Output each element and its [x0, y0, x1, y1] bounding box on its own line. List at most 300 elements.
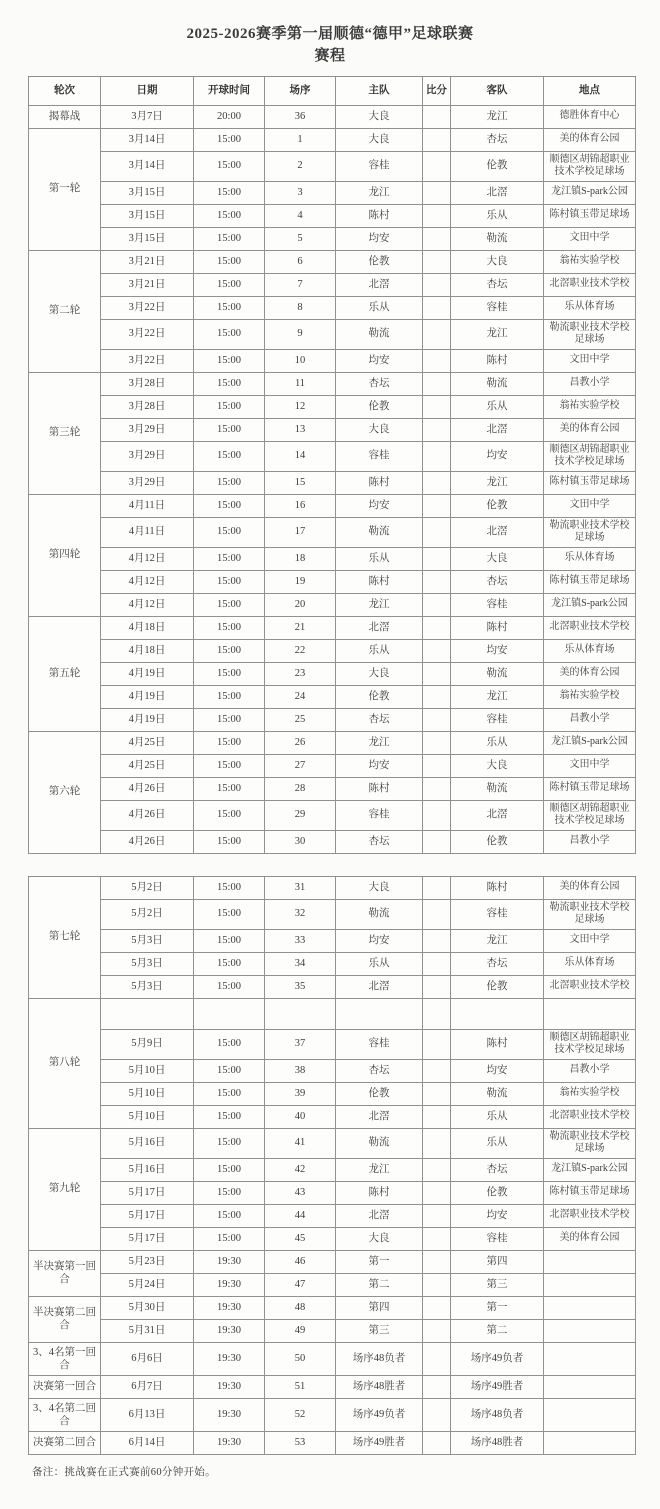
cell-match-no: 33	[265, 929, 336, 952]
cell-away-team: 场序49胜者	[451, 1375, 544, 1398]
match-row	[29, 250, 636, 273]
cell-away-team: 杏坛	[451, 273, 544, 296]
cell-home-team: 陈村	[336, 471, 423, 494]
match-row	[29, 273, 636, 296]
cell-score	[423, 754, 451, 777]
column-header-3: 场序	[265, 76, 336, 105]
cell-date: 3月7日	[101, 105, 194, 128]
cell-away-team	[451, 998, 544, 1029]
cell-score	[423, 1029, 451, 1059]
round-label: 揭幕战	[29, 105, 101, 128]
cell-away-team: 乐从	[451, 1105, 544, 1128]
match-row	[29, 1342, 636, 1375]
cell-kickoff-time: 15:00	[194, 1227, 265, 1250]
cell-venue: 翁祐实验学校	[544, 1082, 636, 1105]
column-header-5: 比分	[423, 76, 451, 105]
cell-away-team: 第二	[451, 1319, 544, 1342]
cell-score	[423, 372, 451, 395]
cell-match-no: 28	[265, 777, 336, 800]
cell-venue: 北滘职业技术学校	[544, 616, 636, 639]
cell-venue: 龙江镇S-park公园	[544, 1158, 636, 1181]
cell-venue: 乐从体育场	[544, 639, 636, 662]
cell-date: 5月3日	[101, 929, 194, 952]
cell-home-team: 场序49胜者	[336, 1432, 423, 1455]
cell-date: 3月29日	[101, 441, 194, 471]
cell-away-team: 容桂	[451, 708, 544, 731]
cell-away-team: 大良	[451, 250, 544, 273]
cell-match-no: 14	[265, 441, 336, 471]
cell-kickoff-time: 15:00	[194, 547, 265, 570]
cell-date: 5月3日	[101, 952, 194, 975]
cell-score	[423, 441, 451, 471]
cell-match-no: 42	[265, 1158, 336, 1181]
cell-venue: 美的体育公园	[544, 128, 636, 151]
cell-date: 4月26日	[101, 777, 194, 800]
cell-away-team: 乐从	[451, 731, 544, 754]
cell-score	[423, 1398, 451, 1431]
cell-kickoff-time: 15:00	[194, 929, 265, 952]
cell-venue: 北滘职业技术学校	[544, 975, 636, 998]
cell-venue: 德胜体育中心	[544, 105, 636, 128]
cell-away-team: 均安	[451, 1204, 544, 1227]
cell-away-team: 龙江	[451, 319, 544, 349]
match-row	[29, 296, 636, 319]
cell-away-team: 第三	[451, 1273, 544, 1296]
cell-venue	[544, 1342, 636, 1375]
cell-score	[423, 1342, 451, 1375]
cell-venue	[544, 1250, 636, 1273]
cell-score	[423, 952, 451, 975]
cell-date: 3月15日	[101, 227, 194, 250]
cell-score	[423, 708, 451, 731]
cell-match-no: 41	[265, 1128, 336, 1158]
match-row	[29, 708, 636, 731]
cell-match-no: 23	[265, 662, 336, 685]
cell-kickoff-time: 19:30	[194, 1319, 265, 1342]
cell-home-team: 乐从	[336, 296, 423, 319]
match-row	[29, 929, 636, 952]
match-row	[29, 731, 636, 754]
cell-kickoff-time: 15:00	[194, 975, 265, 998]
cell-date: 3月15日	[101, 181, 194, 204]
cell-score	[423, 1227, 451, 1250]
cell-venue: 文田中学	[544, 494, 636, 517]
cell-date: 3月22日	[101, 349, 194, 372]
cell-match-no: 35	[265, 975, 336, 998]
cell-home-team: 均安	[336, 349, 423, 372]
cell-date: 4月12日	[101, 593, 194, 616]
cell-match-no: 31	[265, 876, 336, 899]
round-label: 半决赛第二回合	[29, 1296, 101, 1342]
cell-score	[423, 1105, 451, 1128]
cell-date: 4月19日	[101, 708, 194, 731]
cell-home-team: 勒流	[336, 899, 423, 929]
cell-score	[423, 395, 451, 418]
cell-away-team: 容桂	[451, 899, 544, 929]
match-row	[29, 1319, 636, 1342]
cell-score	[423, 731, 451, 754]
cell-kickoff-time: 15:00	[194, 441, 265, 471]
match-row	[29, 1296, 636, 1319]
cell-home-team: 容桂	[336, 1029, 423, 1059]
cell-away-team: 第四	[451, 1250, 544, 1273]
cell-kickoff-time: 15:00	[194, 250, 265, 273]
cell-venue	[544, 1319, 636, 1342]
cell-match-no: 52	[265, 1398, 336, 1431]
cell-home-team: 容桂	[336, 151, 423, 181]
cell-away-team: 北滘	[451, 517, 544, 547]
cell-score	[423, 1319, 451, 1342]
cell-kickoff-time: 15:00	[194, 876, 265, 899]
cell-venue: 文田中学	[544, 227, 636, 250]
cell-score	[423, 1250, 451, 1273]
cell-home-team: 勒流	[336, 319, 423, 349]
match-row	[29, 418, 636, 441]
cell-venue	[544, 1375, 636, 1398]
cell-score	[423, 319, 451, 349]
cell-date: 5月17日	[101, 1181, 194, 1204]
cell-date: 3月21日	[101, 250, 194, 273]
cell-kickoff-time: 15:00	[194, 800, 265, 830]
header-row	[29, 76, 636, 105]
cell-score	[423, 1059, 451, 1082]
cell-score	[423, 876, 451, 899]
cell-score	[423, 517, 451, 547]
cell-score	[423, 227, 451, 250]
cell-date: 4月18日	[101, 616, 194, 639]
cell-home-team: 杏坛	[336, 708, 423, 731]
cell-match-no: 48	[265, 1296, 336, 1319]
cell-match-no: 20	[265, 593, 336, 616]
cell-away-team: 勒流	[451, 777, 544, 800]
cell-home-team: 乐从	[336, 639, 423, 662]
cell-kickoff-time: 15:00	[194, 296, 265, 319]
round-label: 3、4名第一回合	[29, 1342, 101, 1375]
cell-kickoff-time: 19:30	[194, 1432, 265, 1455]
round-label: 第六轮	[29, 731, 101, 853]
cell-venue: 龙江镇S-park公园	[544, 593, 636, 616]
cell-home-team: 勒流	[336, 1128, 423, 1158]
cell-date: 4月26日	[101, 830, 194, 853]
page-title	[0, 24, 660, 68]
cell-kickoff-time: 15:00	[194, 685, 265, 708]
cell-away-team: 伦教	[451, 494, 544, 517]
cell-match-no: 40	[265, 1105, 336, 1128]
cell-kickoff-time: 15:00	[194, 899, 265, 929]
cell-match-no: 3	[265, 181, 336, 204]
cell-venue: 陈村镇玉带足球场	[544, 570, 636, 593]
cell-away-team: 伦教	[451, 975, 544, 998]
cell-match-no: 26	[265, 731, 336, 754]
cell-date: 3月15日	[101, 204, 194, 227]
cell-home-team: 陈村	[336, 570, 423, 593]
match-row	[29, 975, 636, 998]
schedule-table-rounds-1-6	[28, 76, 636, 854]
column-header-1: 日期	[101, 76, 194, 105]
cell-venue: 陈村镇玉带足球场	[544, 471, 636, 494]
match-row	[29, 899, 636, 929]
cell-date	[101, 998, 194, 1029]
cell-match-no: 8	[265, 296, 336, 319]
cell-match-no: 12	[265, 395, 336, 418]
cell-match-no: 50	[265, 1342, 336, 1375]
cell-venue: 翁祐实验学校	[544, 250, 636, 273]
cell-score	[423, 998, 451, 1029]
cell-kickoff-time: 15:00	[194, 731, 265, 754]
column-header-7: 地点	[544, 76, 636, 105]
cell-home-team: 北滘	[336, 273, 423, 296]
cell-away-team: 伦教	[451, 151, 544, 181]
cell-home-team: 伦教	[336, 685, 423, 708]
cell-score	[423, 800, 451, 830]
match-row	[29, 1273, 636, 1296]
cell-venue: 勒流职业技术学校足球场	[544, 1128, 636, 1158]
cell-score	[423, 1204, 451, 1227]
cell-date: 3月14日	[101, 128, 194, 151]
cell-match-no: 46	[265, 1250, 336, 1273]
cell-date: 3月22日	[101, 296, 194, 319]
cell-match-no: 32	[265, 899, 336, 929]
match-row	[29, 319, 636, 349]
title-line-2: 赛程	[314, 47, 346, 64]
cell-match-no: 17	[265, 517, 336, 547]
column-header-0: 轮次	[29, 76, 101, 105]
cell-venue: 乐从体育场	[544, 952, 636, 975]
cell-match-no: 10	[265, 349, 336, 372]
match-row	[29, 1250, 636, 1273]
match-row	[29, 372, 636, 395]
cell-kickoff-time: 15:00	[194, 494, 265, 517]
cell-kickoff-time: 15:00	[194, 471, 265, 494]
cell-away-team: 场序49负者	[451, 1342, 544, 1375]
cell-date: 6月6日	[101, 1342, 194, 1375]
cell-kickoff-time: 15:00	[194, 395, 265, 418]
cell-date: 4月18日	[101, 639, 194, 662]
match-row	[29, 754, 636, 777]
round-label: 第三轮	[29, 372, 101, 494]
cell-venue: 顺德区胡锦超职业技术学校足球场	[544, 441, 636, 471]
cell-score	[423, 616, 451, 639]
cell-home-team: 均安	[336, 494, 423, 517]
cell-venue: 美的体育公园	[544, 418, 636, 441]
cell-match-no: 39	[265, 1082, 336, 1105]
cell-score	[423, 547, 451, 570]
match-row	[29, 876, 636, 899]
cell-away-team: 伦教	[451, 830, 544, 853]
cell-date: 5月3日	[101, 975, 194, 998]
cell-date: 3月29日	[101, 418, 194, 441]
cell-match-no	[265, 998, 336, 1029]
schedule-table-rounds-7-finals	[28, 876, 636, 1456]
cell-venue: 北滘职业技术学校	[544, 1105, 636, 1128]
title-line-1: 2025-2026赛季第一届顺德“德甲”足球联赛	[186, 26, 474, 42]
cell-home-team: 均安	[336, 929, 423, 952]
cell-home-team: 龙江	[336, 181, 423, 204]
cell-venue: 顺德区胡锦超职业技术学校足球场	[544, 151, 636, 181]
cell-match-no: 30	[265, 830, 336, 853]
cell-date: 4月11日	[101, 494, 194, 517]
cell-date: 5月10日	[101, 1082, 194, 1105]
cell-score	[423, 128, 451, 151]
cell-score	[423, 570, 451, 593]
cell-away-team: 大良	[451, 547, 544, 570]
cell-date: 5月17日	[101, 1227, 194, 1250]
cell-date: 4月19日	[101, 685, 194, 708]
cell-venue: 乐从体育场	[544, 547, 636, 570]
round-label: 第五轮	[29, 616, 101, 731]
cell-kickoff-time: 15:00	[194, 616, 265, 639]
cell-match-no: 44	[265, 1204, 336, 1227]
cell-match-no: 6	[265, 250, 336, 273]
cell-away-team: 陈村	[451, 1029, 544, 1059]
match-row	[29, 227, 636, 250]
round-label: 半决赛第一回合	[29, 1250, 101, 1296]
cell-match-no: 19	[265, 570, 336, 593]
cell-venue: 昌教小学	[544, 372, 636, 395]
cell-away-team: 容桂	[451, 296, 544, 319]
cell-date: 4月12日	[101, 570, 194, 593]
cell-kickoff-time: 15:00	[194, 151, 265, 181]
cell-date: 4月25日	[101, 754, 194, 777]
cell-date: 5月17日	[101, 1204, 194, 1227]
cell-venue	[544, 1398, 636, 1431]
cell-score	[423, 639, 451, 662]
cell-date: 3月28日	[101, 395, 194, 418]
cell-kickoff-time: 15:00	[194, 570, 265, 593]
cell-home-team: 伦教	[336, 395, 423, 418]
cell-venue: 美的体育公园	[544, 876, 636, 899]
cell-kickoff-time: 15:00	[194, 662, 265, 685]
cell-score	[423, 929, 451, 952]
cell-home-team: 均安	[336, 754, 423, 777]
cell-match-no: 15	[265, 471, 336, 494]
cell-date: 4月25日	[101, 731, 194, 754]
cell-away-team: 乐从	[451, 204, 544, 227]
cell-home-team: 陈村	[336, 777, 423, 800]
cell-score	[423, 830, 451, 853]
cell-away-team: 伦教	[451, 1181, 544, 1204]
cell-away-team: 龙江	[451, 105, 544, 128]
cell-venue: 北滘职业技术学校	[544, 273, 636, 296]
cell-away-team: 陈村	[451, 876, 544, 899]
cell-date: 5月10日	[101, 1059, 194, 1082]
match-row	[29, 349, 636, 372]
cell-kickoff-time	[194, 998, 265, 1029]
match-row	[29, 151, 636, 181]
cell-date: 4月12日	[101, 547, 194, 570]
cell-home-team: 北滘	[336, 616, 423, 639]
match-row	[29, 471, 636, 494]
match-row	[29, 800, 636, 830]
cell-score	[423, 899, 451, 929]
cell-date: 5月2日	[101, 876, 194, 899]
cell-score	[423, 250, 451, 273]
cell-kickoff-time: 15:00	[194, 349, 265, 372]
cell-date: 3月14日	[101, 151, 194, 181]
cell-venue: 勒流职业技术学校足球场	[544, 517, 636, 547]
cell-date: 3月29日	[101, 471, 194, 494]
cell-venue: 北滘职业技术学校	[544, 1204, 636, 1227]
cell-venue: 昌教小学	[544, 708, 636, 731]
cell-venue: 龙江镇S-park公园	[544, 731, 636, 754]
cell-kickoff-time: 15:00	[194, 777, 265, 800]
cell-match-no: 13	[265, 418, 336, 441]
cell-match-no: 34	[265, 952, 336, 975]
cell-away-team: 场序48负者	[451, 1398, 544, 1431]
cell-score	[423, 1296, 451, 1319]
cell-away-team: 北滘	[451, 418, 544, 441]
cell-away-team: 均安	[451, 441, 544, 471]
cell-kickoff-time: 15:00	[194, 1181, 265, 1204]
match-row	[29, 1105, 636, 1128]
cell-date: 5月16日	[101, 1128, 194, 1158]
cell-date: 5月31日	[101, 1319, 194, 1342]
cell-kickoff-time: 15:00	[194, 128, 265, 151]
cell-match-no: 18	[265, 547, 336, 570]
cell-away-team: 杏坛	[451, 128, 544, 151]
cell-home-team: 杏坛	[336, 1059, 423, 1082]
cell-venue: 美的体育公园	[544, 1227, 636, 1250]
cell-home-team: 第三	[336, 1319, 423, 1342]
cell-venue: 陈村镇玉带足球场	[544, 777, 636, 800]
cell-kickoff-time: 15:00	[194, 1128, 265, 1158]
cell-away-team: 容桂	[451, 593, 544, 616]
cell-away-team: 陈村	[451, 349, 544, 372]
round-label: 3、4名第二回合	[29, 1398, 101, 1431]
cell-away-team: 龙江	[451, 685, 544, 708]
cell-date: 4月11日	[101, 517, 194, 547]
match-row	[29, 204, 636, 227]
cell-home-team: 大良	[336, 128, 423, 151]
cell-home-team: 陈村	[336, 204, 423, 227]
cell-score	[423, 662, 451, 685]
match-row	[29, 830, 636, 853]
cell-match-no: 2	[265, 151, 336, 181]
cell-home-team: 陈村	[336, 1181, 423, 1204]
cell-date: 5月16日	[101, 1158, 194, 1181]
cell-match-no: 45	[265, 1227, 336, 1250]
cell-away-team: 大良	[451, 754, 544, 777]
cell-score	[423, 685, 451, 708]
cell-home-team: 伦教	[336, 1082, 423, 1105]
cell-home-team: 容桂	[336, 800, 423, 830]
cell-match-no: 36	[265, 105, 336, 128]
cell-match-no: 16	[265, 494, 336, 517]
cell-venue: 昌教小学	[544, 1059, 636, 1082]
cell-venue: 勒流职业技术学校足球场	[544, 899, 636, 929]
cell-match-no: 11	[265, 372, 336, 395]
cell-home-team: 容桂	[336, 441, 423, 471]
cell-kickoff-time: 15:00	[194, 517, 265, 547]
cell-home-team: 大良	[336, 876, 423, 899]
match-row	[29, 1158, 636, 1181]
cell-venue: 龙江镇S-park公园	[544, 181, 636, 204]
cell-away-team: 龙江	[451, 929, 544, 952]
match-row	[29, 517, 636, 547]
cell-match-no: 22	[265, 639, 336, 662]
cell-score	[423, 1082, 451, 1105]
cell-away-team: 北滘	[451, 181, 544, 204]
match-row	[29, 441, 636, 471]
cell-date: 5月30日	[101, 1296, 194, 1319]
match-row	[29, 1398, 636, 1431]
cell-kickoff-time: 15:00	[194, 1158, 265, 1181]
match-row	[29, 1204, 636, 1227]
cell-away-team: 杏坛	[451, 570, 544, 593]
cell-match-no: 27	[265, 754, 336, 777]
cell-match-no: 24	[265, 685, 336, 708]
cell-match-no: 47	[265, 1273, 336, 1296]
